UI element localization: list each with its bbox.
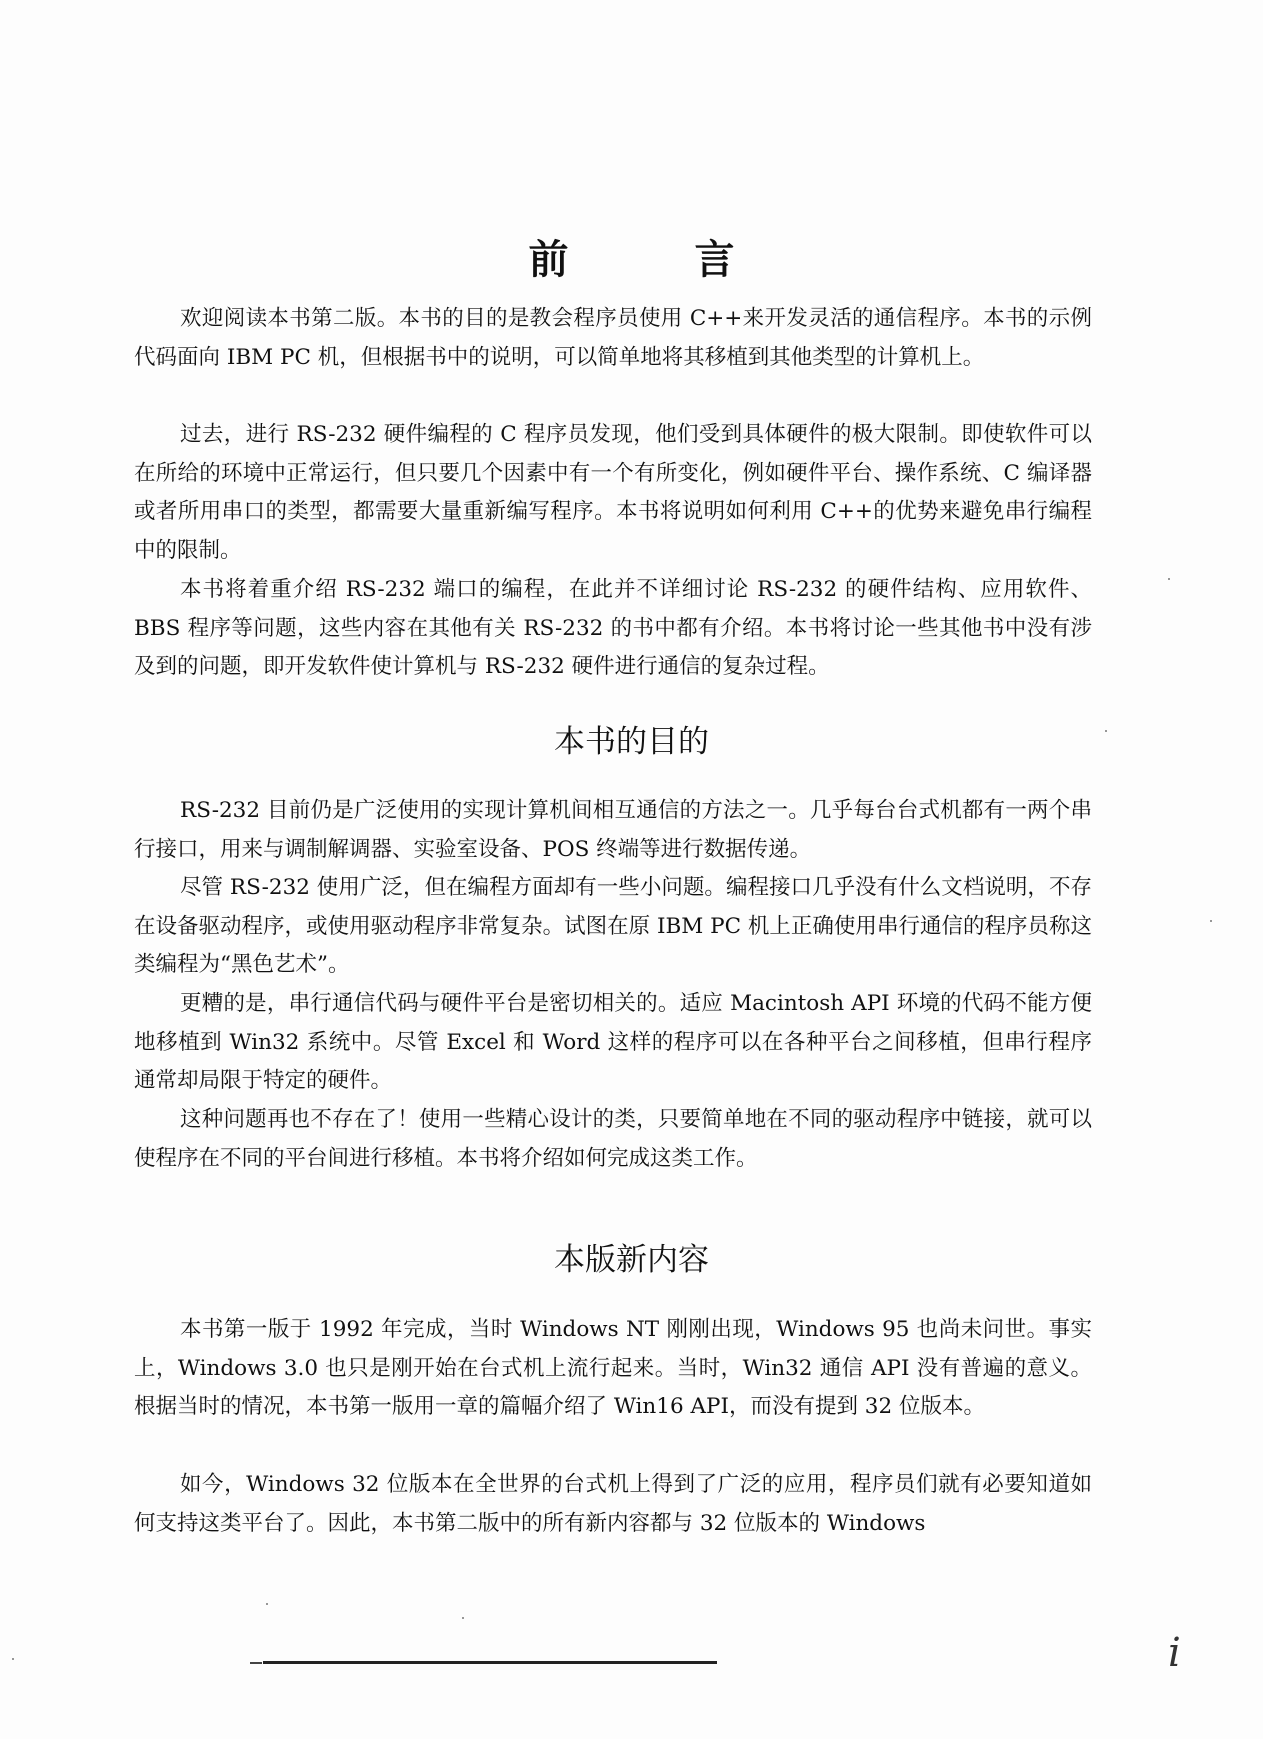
intro-paragraph-2: 过去，进行 RS-232 硬件编程的 C 程序员发现，他们受到具体硬件的极大限制。即使软件可以在所给的环境中正常运行，但只要几个因素中有一个有所变化，例如硬件平台、操作系统、C 编译器或者所用串口的类型，都需要大量重新编写程序。本书将说明如何利用 C++的优势来避免串行编程中的限制。	[134, 422, 1092, 563]
purpose-paragraph-3: 更糟的是，串行通信代码与硬件平台是密切相关的。适应 Macintosh API 环境的代码不能方便地移植到 Win32 系统中。尽管 Excel 和 Word 这样的程序可以在各种平台之间移植，但串行程序通常却局限于特定的硬件。	[134, 991, 1092, 1093]
intro-paragraph-1: 欢迎阅读本书第二版。本书的目的是教会程序员使用 C++来开发灵活的通信程序。本书的示例代码面向 IBM PC 机，但根据书中的说明，可以简单地将其移植到其他类型的计算机上。	[134, 306, 1092, 370]
scan-speck	[266, 1603, 268, 1605]
intro-paragraph-3: 本书将着重介绍 RS-232 端口的编程，在此并不详细讨论 RS-232 的硬件结构、应用软件、BBS 程序等问题，这些内容在其他有关 RS-232 的书中都有介绍。本书将讨论一些其他书中没有涉及到的问题，即开发软件使计算机与 RS-232 硬件进行通信的复杂过程。	[134, 577, 1092, 679]
page-title: 前 言	[528, 237, 791, 283]
footer-rule	[263, 1661, 717, 1664]
section-heading-purpose: 本书的目的	[554, 724, 709, 760]
scan-speck	[1168, 578, 1170, 580]
section-heading-new-content: 本版新内容	[554, 1242, 709, 1278]
footer-rule-dash	[250, 1662, 262, 1664]
purpose-paragraph-2: 尽管 RS-232 使用广泛，但在编程方面却有一些小问题。编程接口几乎没有什么文档说明，不存在设备驱动程序，或使用驱动程序非常复杂。试图在原 IBM PC 机上正确使用串行通信的程序员称这类编程为“黑色艺术”。	[134, 875, 1092, 977]
scan-speck	[462, 1617, 464, 1619]
scan-speck	[12, 1658, 14, 1660]
scan-speck	[1105, 730, 1107, 732]
new-content-paragraph-1: 本书第一版于 1992 年完成，当时 Windows NT 刚刚出现，Windows 95 也尚未问世。事实上，Windows 3.0 也只是刚开始在台式机上流行起来。当时，Win32 通信 API 没有普遍的意义。根据当时的情况，本书第一版用一章的篇幅介绍了 Win16 API，而没有提到 32 位版本。	[134, 1317, 1092, 1419]
purpose-paragraph-4: 这种问题再也不存在了！使用一些精心设计的类，只要简单地在不同的驱动程序中链接，就可以使程序在不同的平台间进行移植。本书将介绍如何完成这类工作。	[134, 1107, 1092, 1171]
purpose-paragraph-1: RS-232 目前仍是广泛使用的实现计算机间相互通信的方法之一。几乎每台台式机都有一两个串行接口，用来与调制解调器、实验室设备、POS 终端等进行数据传递。	[134, 798, 1092, 862]
scan-speck	[1210, 920, 1212, 922]
new-content-paragraph-2: 如今，Windows 32 位版本在全世界的台式机上得到了广泛的应用，程序员们就有必要知道如何支持这类平台了。因此，本书第二版中的所有新内容都与 32 位版本的 Windows	[134, 1472, 1092, 1536]
page-number-mark: i	[1168, 1630, 1181, 1676]
